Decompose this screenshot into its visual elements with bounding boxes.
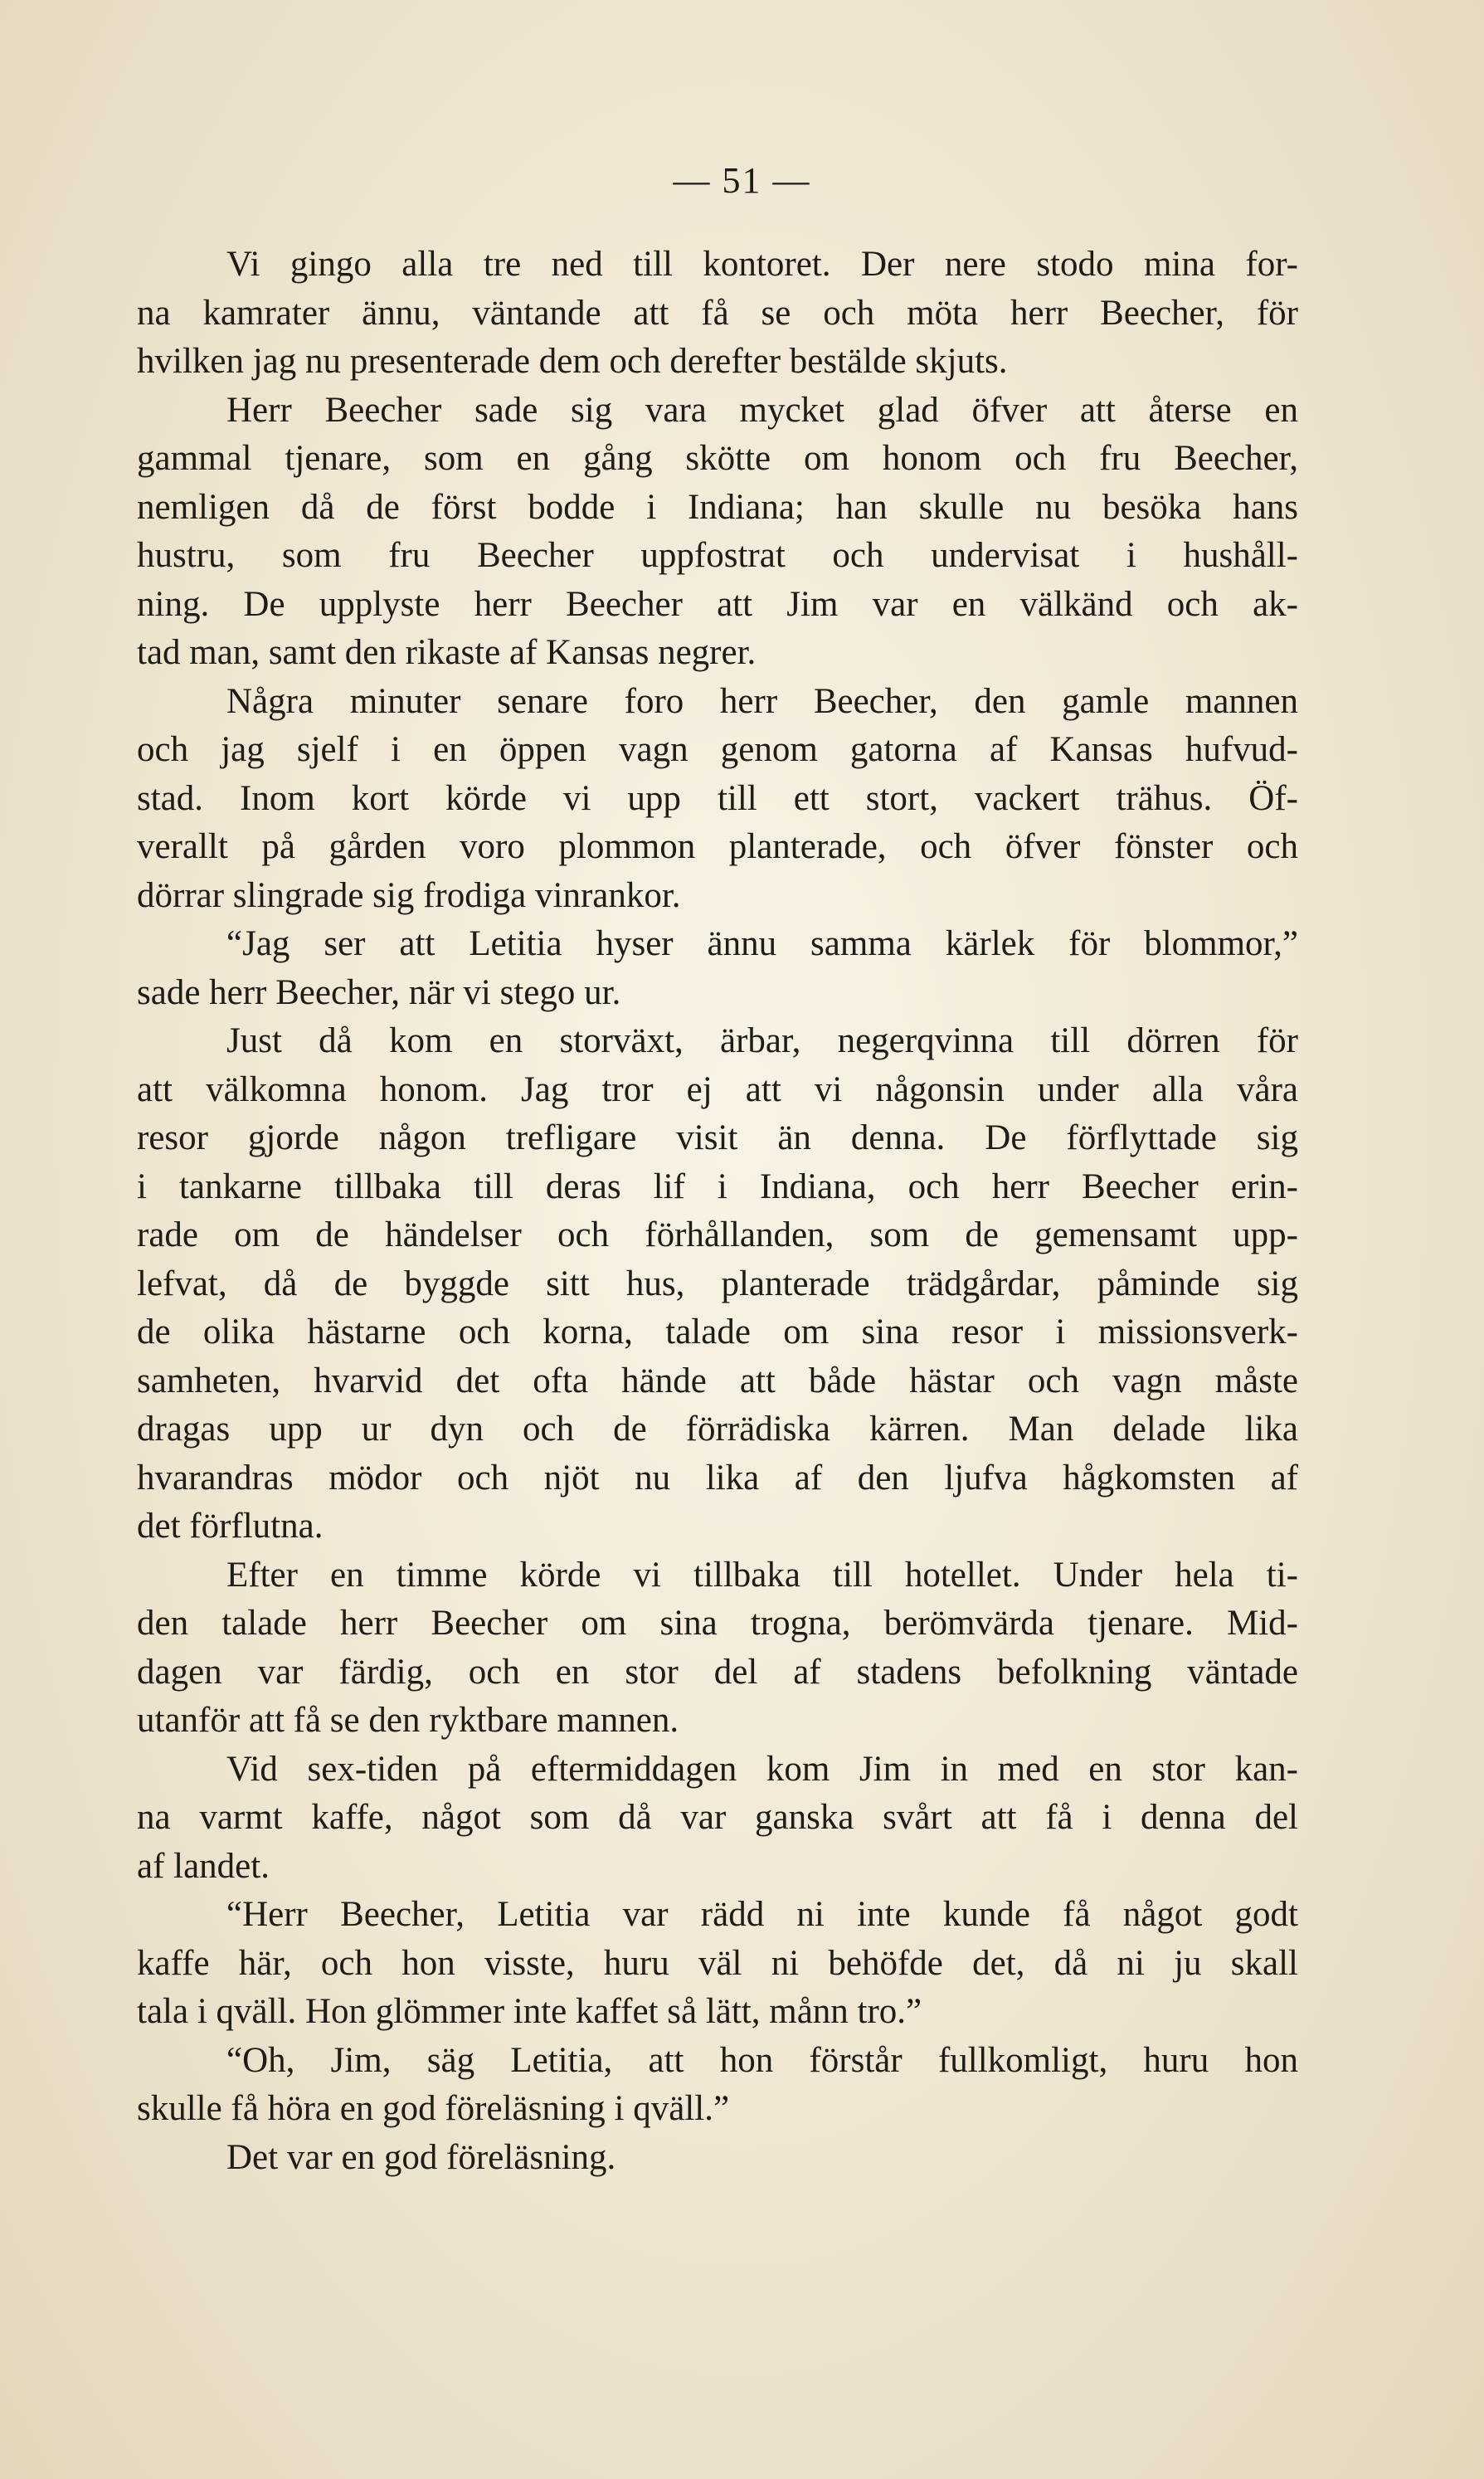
text-line: tala i qväll. Hon glömmer inte kaffet så lätt, månn tro.”: [137, 1992, 922, 2031]
body-text: [137, 241, 1298, 2182]
text-line: den talade herr Beecher om sina trogna, berömvärda tjenare. Mid-: [137, 1604, 1298, 1643]
text-line: “Oh, Jim, säg Letitia, att hon förstår fullkomligt, huru hon: [226, 2040, 1298, 2080]
text-line: af landet.: [137, 1846, 270, 1886]
text-line: Vid sex-tiden på eftermiddagen kom Jim in med en stor kan-: [226, 1749, 1298, 1789]
text-line: Herr Beecher sade sig vara mycket glad öfver att återse en: [226, 390, 1298, 430]
text-line: sade herr Beecher, när vi stego ur.: [137, 972, 621, 1012]
paragraph: [137, 2134, 1298, 2183]
text-line: na kamrater ännu, väntande att få se och möta herr Beecher, för: [137, 293, 1298, 333]
text-line: verallt på gården voro plommon planterade, och öfver fönster och: [137, 827, 1298, 866]
text-line: na varmt kaffe, något som då var ganska svårt att få i denna del: [137, 1798, 1298, 1837]
paragraph: [137, 1551, 1298, 1746]
text-line: rade om de händelser och förhållanden, som de gemensamt upp-: [137, 1215, 1298, 1254]
paragraph: [137, 920, 1298, 1017]
paragraph: [137, 241, 1298, 387]
text-line: Några minuter senare foro herr Beecher, den gamle mannen: [226, 681, 1298, 721]
paragraph: [137, 678, 1298, 921]
text-line: Just då kom en storväxt, ärbar, negerqvinna till dörren för: [226, 1021, 1298, 1060]
text-line: Efter en timme körde vi tillbaka till hotellet. Under hela ti-: [226, 1555, 1298, 1595]
text-line: dagen var färdig, och en stor del af stadens befolkning väntade: [137, 1652, 1298, 1692]
text-line: Det var en god föreläsning.: [226, 2137, 616, 2177]
text-line: “Jag ser att Letitia hyser ännu samma kärlek för blommor,”: [226, 924, 1298, 963]
text-line: hustru, som fru Beecher uppfostrat och undervisat i hushåll-: [137, 536, 1298, 575]
paragraph: [137, 1017, 1298, 1551]
text-line: Vi gingo alla tre ned till kontoret. Der nere stodo mina for-: [226, 245, 1298, 284]
text-line: hvarandras mödor och njöt nu lika af den ljufva hågkomsten af: [137, 1458, 1298, 1498]
text-line: i tankarne tillbaka till deras lif i Indiana, och herr Beecher erin-: [137, 1166, 1298, 1206]
page-number: — 51 —: [673, 160, 811, 201]
paragraph: [137, 2037, 1298, 2134]
text-line: kaffe här, och hon visste, huru väl ni behöfde det, då ni ju skall: [137, 1943, 1298, 1983]
text-line: utanför att få se den ryktbare mannen.: [137, 1701, 679, 1740]
text-line: det förflutna.: [137, 1507, 324, 1546]
text-line: samheten, hvarvid det ofta hände att både hästar och vagn måste: [137, 1361, 1298, 1400]
text-line: resor gjorde någon trefligare visit än denna. De förflyttade sig: [137, 1118, 1298, 1157]
text-line: “Herr Beecher, Letitia var rädd ni inte kunde få något godt: [226, 1895, 1298, 1934]
text-line: och jag sjelf i en öppen vagn genom gatorna af Kansas hufvud-: [137, 730, 1298, 769]
text-line: nemligen då de först bodde i Indiana; han skulle nu besöka hans: [137, 487, 1298, 527]
text-line: dragas upp ur dyn och de förrädiska kärren. Man delade lika: [137, 1410, 1298, 1449]
text-line: stad. Inom kort körde vi upp till ett stort, vackert trähus. Öf-: [137, 778, 1298, 818]
text-line: hvilken jag nu presenterade dem och derefter bestälde skjuts.: [137, 342, 1008, 381]
text-line: lefvat, då de byggde sitt hus, planterade trädgårdar, påminde sig: [137, 1264, 1298, 1303]
text-line: ning. De upplyste herr Beecher att Jim var en välkänd och ak-: [137, 584, 1298, 624]
text-line: dörrar slingrade sig frodiga vinrankor.: [137, 875, 681, 915]
paragraph: [137, 387, 1298, 678]
text-line: gammal tjenare, som en gång skötte om honom och fru Beecher,: [137, 439, 1298, 478]
text-line: tad man, samt den rikaste af Kansas negrer.: [137, 633, 757, 672]
text-line: skulle få höra en god föreläsning i qväll.”: [137, 2089, 730, 2128]
paragraph: [137, 1891, 1298, 2037]
text-line: de olika hästarne och korna, talade om sina resor i missionsverk-: [137, 1313, 1298, 1352]
paragraph: [137, 1746, 1298, 1892]
text-line: att välkomna honom. Jag tror ej att vi någonsin under alla våra: [137, 1069, 1298, 1109]
